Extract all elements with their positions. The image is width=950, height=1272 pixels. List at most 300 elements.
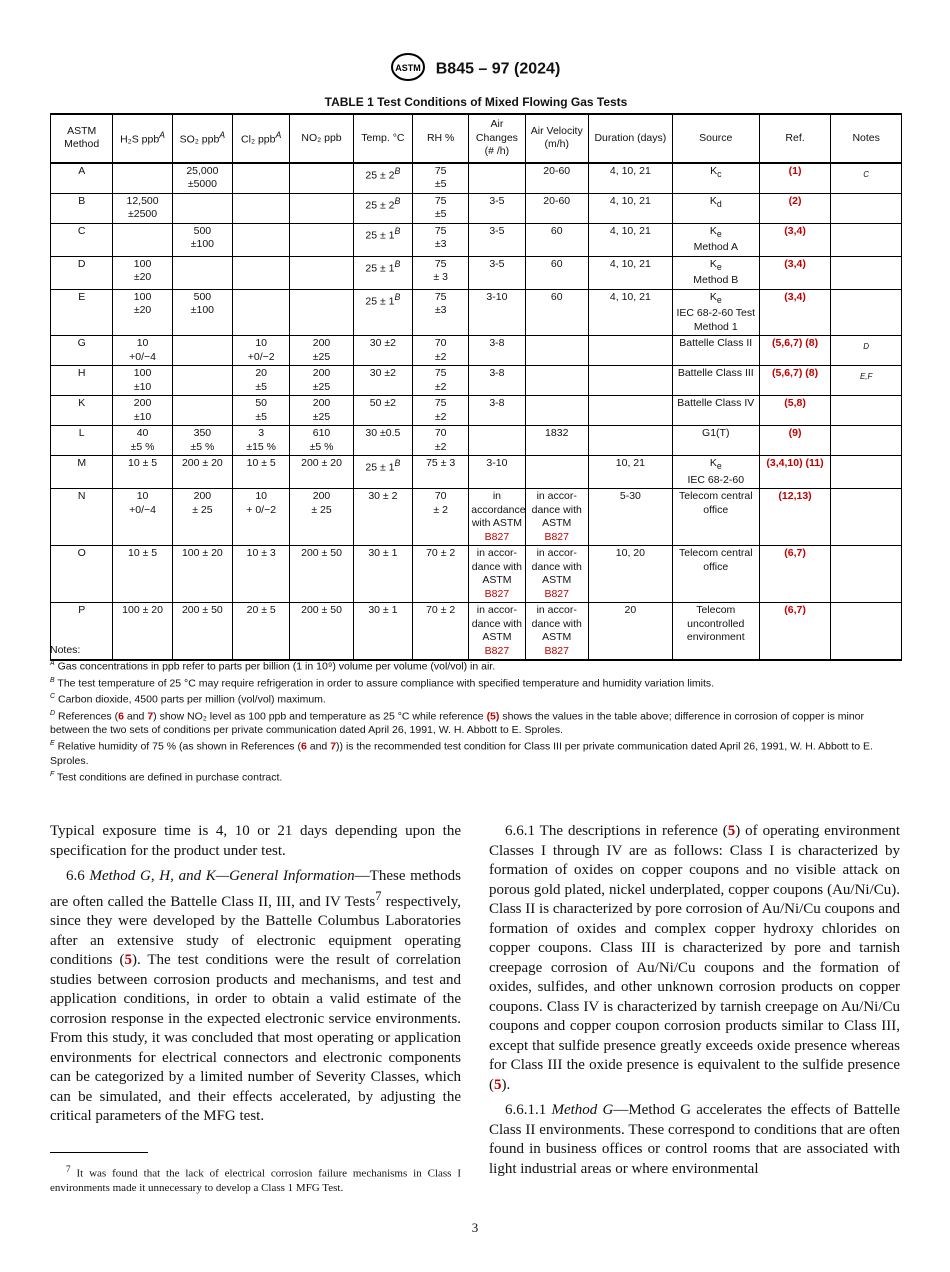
cell-no2-line: ±25	[312, 410, 331, 423]
cell-so2	[172, 426, 232, 456]
cell-air-velocity	[525, 456, 588, 489]
cell-ref	[759, 256, 831, 289]
cell-rh-line: 75	[434, 367, 447, 380]
cell-temp-value: 30 ±0.5	[365, 427, 401, 440]
cell-so2-line: 350	[193, 427, 212, 440]
cell-ref	[759, 489, 831, 546]
text: ). The test conditions were the result of correlation studies between corrosion products and mechanisms, and test and application conditions, in order to obtain a valid estimate of the corrosion response in the expected electronic service environments. From this study, it was concluded that most operating or application environments for electrical connectors and electronic components can be categorized by a limited number of Severity Classes, which can be simulated, and their effects accelerated, by adjusting the critical parameters of the MFG test.	[50, 952, 461, 1124]
note-e-ref-link[interactable]: 6	[300, 740, 307, 753]
cell-ref	[759, 426, 831, 456]
cell-source	[672, 366, 759, 396]
reference-link[interactable]: (3,4)	[784, 290, 806, 303]
cell-duration: 4, 10, 21	[588, 193, 672, 223]
cell-h2s-line: 40	[136, 427, 149, 440]
cell-air-changes	[469, 396, 525, 426]
cell-so2	[172, 489, 232, 546]
header-temp: Temp. °C	[353, 114, 412, 163]
cell-h2s	[113, 456, 172, 489]
footnote	[50, 1162, 461, 1195]
cell-so2	[172, 193, 232, 223]
header-no2: NO₂ ppb	[290, 114, 353, 163]
cell-no2-line: 200	[312, 397, 331, 410]
cell-notes	[831, 193, 902, 223]
cell-air-velocity	[525, 426, 588, 456]
cell-temp-value: 50 ±2	[369, 397, 396, 410]
cell-ref	[759, 366, 831, 396]
cell-air-changes	[469, 193, 525, 223]
cell-h2s	[113, 366, 172, 396]
cell-duration: 5-30	[588, 489, 672, 546]
cell-duration	[588, 336, 672, 366]
cell-so2-line: 25,000	[186, 164, 219, 177]
standard-ref-link[interactable]: B827	[544, 530, 569, 543]
cell-temp	[353, 223, 412, 256]
note-e-text1: Relative humidity of 75 % (as shown in References	[57, 740, 295, 753]
cell-method: P	[51, 603, 113, 661]
cell-air-velocity	[525, 396, 588, 426]
cell-no2-line: 200	[312, 490, 331, 503]
cell-rh-line: 75	[434, 164, 447, 177]
cell-rh-line: ±2	[434, 440, 447, 453]
section-number: 6.6	[66, 868, 85, 884]
cell-temp-value: 25 ± 1	[365, 262, 395, 275]
cell-temp-value: 30 ± 2	[368, 490, 398, 503]
reference-link[interactable]: 5	[124, 952, 132, 968]
cell-so2-line: 200	[193, 490, 212, 503]
reference-link[interactable]: (3,4)	[784, 257, 806, 270]
header-cl2: Cl₂ ppb$^A$	[233, 114, 290, 163]
source-subscript: c	[717, 168, 722, 179]
cell-no2	[290, 426, 353, 456]
note-d-ref-link[interactable]: 6	[118, 710, 124, 722]
note-c: $^C$ Carbon dioxide, 4500 parts per million (vol/vol) maximum.	[50, 693, 326, 706]
cell-rh-line: 75	[434, 194, 447, 207]
cell-no2-line: 200 ± 50	[301, 604, 342, 617]
cell-air-changes	[469, 289, 525, 336]
header-h2s-label: H₂S ppb	[120, 133, 160, 146]
cell-rh-line: ±2	[434, 350, 447, 363]
page-number: 3	[471, 1220, 479, 1235]
cell-no2	[290, 223, 353, 256]
cell-so2	[172, 223, 232, 256]
cell-temp-value: 25 ± 2	[365, 199, 395, 211]
cell-notes: C	[831, 163, 902, 194]
note-e-ref-link[interactable]: 7	[330, 740, 337, 753]
cell-h2s	[113, 396, 172, 426]
cell-so2-line: ±100	[190, 304, 215, 317]
cell-air-changes	[469, 163, 525, 194]
cell-no2	[290, 256, 353, 289]
cell-no2-line: ±25	[312, 350, 331, 363]
cell-source	[672, 546, 759, 603]
cell-h2s-line: 100	[133, 367, 152, 380]
cell-source	[672, 336, 759, 366]
cell-method: G	[51, 336, 113, 366]
cell-h2s	[113, 163, 172, 194]
cell-rh-line: ± 3	[433, 271, 448, 284]
reference-link[interactable]: 5	[494, 1076, 502, 1093]
note-f-text: Test conditions are defined in purchase contract.	[57, 771, 283, 783]
source-text: Method B	[693, 274, 739, 287]
cell-rh-line: ±5	[434, 208, 447, 220]
cell-method: K	[51, 396, 113, 426]
cell-air-changes	[469, 336, 525, 366]
cell-h2s-line: ±2500	[127, 208, 158, 220]
cell-air-changes	[469, 456, 525, 489]
cell-temp-value: 25 ± 1	[365, 461, 395, 474]
table-row	[51, 546, 902, 603]
cell-notes: E,F	[831, 366, 902, 396]
cell-h2s	[113, 223, 172, 256]
cell-h2s	[113, 546, 172, 603]
cell-duration: 10, 21	[588, 456, 672, 489]
cell-rh	[413, 193, 469, 223]
cell-duration: 4, 10, 21	[588, 163, 672, 194]
cell-notes	[831, 546, 902, 603]
cell-so2-line: 200 ± 50	[181, 604, 223, 617]
cell-ref	[759, 223, 831, 256]
cell-no2	[290, 546, 353, 603]
cell-cl2-line: 20	[255, 367, 268, 380]
cell-so2	[172, 546, 232, 603]
cell-temp	[353, 366, 412, 396]
cell-so2	[172, 456, 232, 489]
cell-cl2-line: 10 ± 3	[246, 547, 276, 560]
note-d-text1: References	[57, 710, 112, 722]
cell-no2	[290, 489, 353, 546]
cell-notes	[831, 396, 902, 426]
reference-link[interactable]: (5,6,7) (8)	[771, 337, 819, 350]
cell-rh-line: ±3	[434, 304, 447, 317]
reference-link[interactable]: (3,4,10) (11)	[766, 457, 824, 470]
cell-notes: D	[831, 336, 902, 366]
table-row	[51, 223, 902, 256]
cell-h2s-line: 10 ± 5	[127, 457, 158, 470]
source-text: G1(T)	[702, 427, 730, 440]
cell-cl2-line: ±5	[255, 380, 267, 393]
cell-method: E	[51, 289, 113, 336]
table-row	[51, 489, 902, 546]
cell-air-changes-value: in accor- dance with ASTM	[471, 604, 522, 644]
table-row	[51, 366, 902, 396]
cell-duration: 20	[588, 603, 672, 661]
table-row	[51, 396, 902, 426]
cell-rh	[413, 366, 469, 396]
table-row	[51, 256, 902, 289]
astm-logo	[390, 52, 426, 87]
cell-cl2	[233, 223, 290, 256]
source-subscript: d	[716, 198, 722, 209]
cell-temp-value: 30 ±2	[369, 337, 396, 350]
reference-link[interactable]: (9)	[788, 427, 802, 440]
cell-air-changes-value: 3-8	[489, 367, 505, 380]
cell-air-changes-value: 3-5	[489, 194, 505, 207]
cell-rh-line: ±5	[434, 178, 447, 190]
cell-duration	[588, 366, 672, 396]
cell-rh	[413, 336, 469, 366]
source-symbol: K	[709, 194, 717, 207]
cell-method: N	[51, 489, 113, 546]
cell-rh-line: 70	[434, 490, 447, 503]
standard-ref-link[interactable]: B827	[484, 587, 510, 600]
reference-link[interactable]: (2)	[788, 194, 802, 207]
cell-rh-line: 75	[434, 224, 447, 237]
cell-so2-line: 500	[193, 224, 212, 237]
source-symbol: K	[710, 164, 718, 177]
cell-so2	[172, 289, 232, 336]
note-d-ref-link[interactable]: (5)	[486, 710, 500, 722]
footnote-divider	[50, 1152, 148, 1153]
note-d-ref-link[interactable]: 7	[147, 710, 154, 722]
note-a-text: Gas concentrations in ppb refer to parts per billion (1 in 10⁹) volume per volume (vol/vol) in air.	[57, 660, 496, 673]
cell-temp	[353, 546, 412, 603]
note-f: $^F$ Test conditions are defined in purchase contract.	[50, 770, 283, 783]
header-air-velocity: Air Velocity (m/h)	[525, 114, 588, 163]
cell-h2s	[113, 426, 172, 456]
cell-h2s	[113, 289, 172, 336]
cell-air-changes	[469, 223, 525, 256]
cell-air-changes-value: 3-10	[486, 290, 508, 303]
cell-h2s-line: 10	[136, 337, 149, 350]
cell-air-velocity-value: in accor- dance with ASTM	[531, 490, 582, 530]
cell-so2	[172, 396, 232, 426]
cell-temp-value: 30 ±2	[369, 367, 396, 380]
cell-h2s-line: 10	[136, 490, 149, 503]
section-number: 6.6.1.1	[505, 1102, 547, 1118]
header-air-changes: Air Changes (# /h)	[469, 114, 525, 163]
header-duration: Duration (days)	[588, 114, 672, 163]
cell-temp-value: 25 ± 1	[365, 229, 395, 241]
cell-method: L	[51, 426, 113, 456]
cell-temp	[353, 193, 412, 223]
reference-link[interactable]: (5,6,7) (8)	[771, 367, 819, 380]
cell-h2s	[113, 489, 172, 546]
cell-air-changes-value: 3-8	[489, 337, 505, 350]
cell-method: M	[51, 456, 113, 489]
reference-link[interactable]: (3,4)	[784, 224, 806, 237]
cell-cl2	[233, 426, 290, 456]
cell-air-velocity	[525, 289, 588, 336]
source-subscript: e	[716, 461, 722, 472]
source-text: Battelle Class IV	[677, 397, 755, 410]
cell-air-changes-value: 3-5	[489, 257, 505, 270]
source-text: IEC 68-2-60	[687, 473, 745, 486]
cell-cl2-line: ±15 %	[246, 440, 277, 453]
cell-no2-line: 610	[312, 427, 331, 440]
cell-so2-line: 500	[193, 290, 212, 303]
cell-no2	[290, 336, 353, 366]
header-so2-label: SO₂ ppb	[179, 133, 220, 146]
source-text: Battelle Class II	[679, 337, 753, 350]
cell-air-velocity-value: 20-60	[543, 194, 571, 207]
table-row	[51, 456, 902, 489]
cell-duration	[588, 426, 672, 456]
cell-air-changes	[469, 256, 525, 289]
cell-air-velocity	[525, 163, 588, 194]
cell-cl2	[233, 396, 290, 426]
cell-h2s-line: 10 ± 5	[127, 547, 158, 560]
cell-duration	[588, 396, 672, 426]
cell-cl2	[233, 193, 290, 223]
cell-temp-footnote: B	[394, 291, 401, 302]
cell-no2-line: ± 25	[311, 503, 332, 516]
cell-duration: 4, 10, 21	[588, 256, 672, 289]
cell-rh	[413, 489, 469, 546]
cell-temp	[353, 256, 412, 289]
cell-ref	[759, 163, 831, 194]
cell-air-changes-value: in accordance with ASTM	[471, 490, 526, 530]
cell-so2-line: ±5000	[187, 178, 217, 190]
cell-h2s-line: ±10	[133, 410, 152, 423]
source-text: Battelle Class III	[677, 367, 754, 380]
reference-link[interactable]: (12,13)	[778, 490, 812, 503]
cell-temp-footnote: B	[394, 258, 401, 269]
reference-link[interactable]: (6,7)	[784, 547, 806, 560]
source-subscript: e	[716, 228, 722, 239]
source-subscript: e	[716, 294, 722, 305]
text: ) of operating environment Classes I through IV are as follows: Class I is characterized by formation of oxides on copper coupons and no visible attack on porous gold plated, nickel underplated, copper coupons (Au/Ni/Cu). Class II is characterized by pore corrosion of Au/Ni/Cu coupons and formation of oxides and complex copper hydroxy chlorides on copper coupons. Class III is characterized by pore and tarnish creepage corrosion of Au/Ni/Cu coupons and the formation of oxides, sulfides, and other unknown corrosion products on copper coupons. Class IV is characterized by tarnish creepage on Au/Ni/Cu coupons and copper coupon corrosion products similar to Class III, except that sulfide presence greatly exceeds oxide presence whereas for Class III the oxide presence is equivalent to the sulfide presence (	[489, 823, 900, 1093]
cell-temp-footnote: B	[394, 225, 401, 236]
cell-duration: 4, 10, 21	[588, 223, 672, 256]
cell-so2-line: ±5 %	[190, 440, 215, 453]
cell-temp	[353, 489, 412, 546]
cell-no2-line: 200 ± 20	[301, 457, 342, 470]
cell-air-velocity-value: 60	[550, 257, 563, 270]
cell-rh	[413, 546, 469, 603]
table-container	[50, 113, 902, 661]
cell-no2-line: 200	[312, 337, 331, 350]
note-d-and: and	[126, 710, 145, 722]
header-method: ASTM Method	[51, 114, 113, 163]
cell-cl2-line: 20 ± 5	[246, 604, 276, 617]
cell-cl2	[233, 256, 290, 289]
cell-method: D	[51, 256, 113, 289]
cell-no2-line: ±5 %	[309, 440, 334, 453]
note-b-text: The test temperature of 25 °C may require refrigeration in order to assure compliance with specified temperature and humidity variation limits.	[57, 677, 715, 689]
cell-air-changes-value: 3-10	[486, 457, 508, 470]
reference-link[interactable]: (1)	[788, 164, 802, 177]
cell-cl2-line: 10	[255, 490, 268, 503]
cell-rh	[413, 289, 469, 336]
header-h2s: H₂S ppb$^A$	[113, 114, 172, 163]
cell-notes	[831, 289, 902, 336]
cell-rh-line: 75	[434, 257, 447, 270]
cell-rh-line: ±3	[434, 238, 447, 250]
reference-link[interactable]: (6,7)	[784, 604, 806, 617]
standard-ref-link[interactable]: B827	[544, 644, 569, 657]
cell-h2s-line: ±20	[133, 271, 152, 284]
cell-h2s	[113, 193, 172, 223]
cell-air-velocity-value: 60	[550, 224, 563, 237]
text: respectively, since they were developed by the Battelle Columbus Laboratories after an extensive study of electronic equipment operating conditions (	[50, 893, 462, 968]
cell-cl2-line: 10 ± 5	[246, 457, 276, 470]
cell-rh-line: 75 ± 3	[426, 457, 456, 470]
footnote-ref-link[interactable]: 7	[375, 888, 382, 903]
cell-temp	[353, 163, 412, 194]
standard-ref-link[interactable]: B827	[484, 530, 510, 543]
cell-notes	[831, 426, 902, 456]
cell-source	[672, 489, 759, 546]
cell-air-changes	[469, 546, 525, 603]
cell-source	[672, 163, 759, 194]
standard-ref-link[interactable]: B827	[544, 587, 569, 600]
cell-rh	[413, 456, 469, 489]
cell-notes	[831, 256, 902, 289]
cell-no2-line: 200 ± 50	[301, 547, 342, 560]
cell-so2-line: 200 ± 20	[181, 457, 223, 470]
source-text: Telecom central office	[679, 490, 753, 516]
cell-duration: 4, 10, 21	[588, 289, 672, 336]
cell-method: A	[51, 163, 113, 194]
cell-rh	[413, 426, 469, 456]
cell-source	[672, 426, 759, 456]
source-text: Telecom central office	[679, 547, 753, 573]
source-text: Method A	[693, 241, 738, 254]
section-title: Method G, H, and K—General Information	[89, 868, 355, 884]
standard-ref-link[interactable]: B827	[484, 644, 510, 657]
table-header-row	[51, 114, 902, 163]
table-row	[51, 163, 902, 194]
footnote-text: It was found that the lack of electrical corrosion failure mechanisms in Class I environments made it unnecessary to develop a Class 1 MFG Test.	[50, 1167, 461, 1194]
cell-no2	[290, 396, 353, 426]
note-c-text: Carbon dioxide, 4500 parts per million (vol/vol) maximum.	[57, 693, 326, 706]
cell-air-changes	[469, 489, 525, 546]
right-column	[489, 822, 900, 1185]
cell-no2	[290, 366, 353, 396]
cell-no2	[290, 289, 353, 336]
cell-no2	[290, 456, 353, 489]
cell-source	[672, 193, 759, 223]
text: —Method G accelerates the effects of Battelle Class II environments. These correspond to conditions that are often found in business offices or control rooms that are associated with light industrial areas or where environmental	[489, 1102, 901, 1177]
reference-link[interactable]: (5,8)	[784, 397, 806, 410]
cell-rh-line: 70	[434, 427, 447, 440]
cell-source	[672, 223, 759, 256]
cell-h2s-line: ±5 %	[130, 440, 155, 453]
cell-air-velocity	[525, 223, 588, 256]
cell-method: C	[51, 223, 113, 256]
cell-temp-value: 30 ± 1	[368, 604, 398, 617]
table-title: TABLE 1 Test Conditions of Mixed Flowing Gas Tests	[324, 95, 628, 109]
test-conditions-table	[50, 113, 902, 661]
cell-cl2-line: 3	[258, 427, 265, 440]
note-d-text2: show NO₂ level as 100 ppb and temperature as 25 °C while reference	[159, 710, 484, 722]
cell-rh	[413, 223, 469, 256]
table-row	[51, 289, 902, 336]
cell-so2	[172, 256, 232, 289]
cell-no2-line: 200	[312, 367, 331, 380]
header-notes: Notes	[831, 114, 902, 163]
text: 6.6.1 The descriptions in reference (	[505, 823, 728, 839]
cell-so2	[172, 366, 232, 396]
reference-link[interactable]: 5	[727, 823, 736, 839]
cell-cl2	[233, 163, 290, 194]
cell-air-velocity	[525, 336, 588, 366]
cell-notes	[831, 489, 902, 546]
cell-temp	[353, 456, 412, 489]
cell-rh	[413, 163, 469, 194]
cell-ref	[759, 396, 831, 426]
note-d-text3: shows the values in the table above; difference in corrosion of copper is minor between the two sets of conditions per private communication dated April 26, 1991, W. H. Abbott to E. Sproles.	[50, 710, 865, 736]
cell-air-velocity-value: in accor- dance with ASTM	[531, 604, 582, 644]
cell-cl2	[233, 546, 290, 603]
paragraph	[489, 1101, 900, 1179]
cell-ref	[759, 193, 831, 223]
cell-air-velocity	[525, 489, 588, 546]
cell-rh-line: ± 2	[433, 503, 448, 516]
table-row	[51, 193, 902, 223]
cell-source	[672, 396, 759, 426]
cell-method: O	[51, 546, 113, 603]
